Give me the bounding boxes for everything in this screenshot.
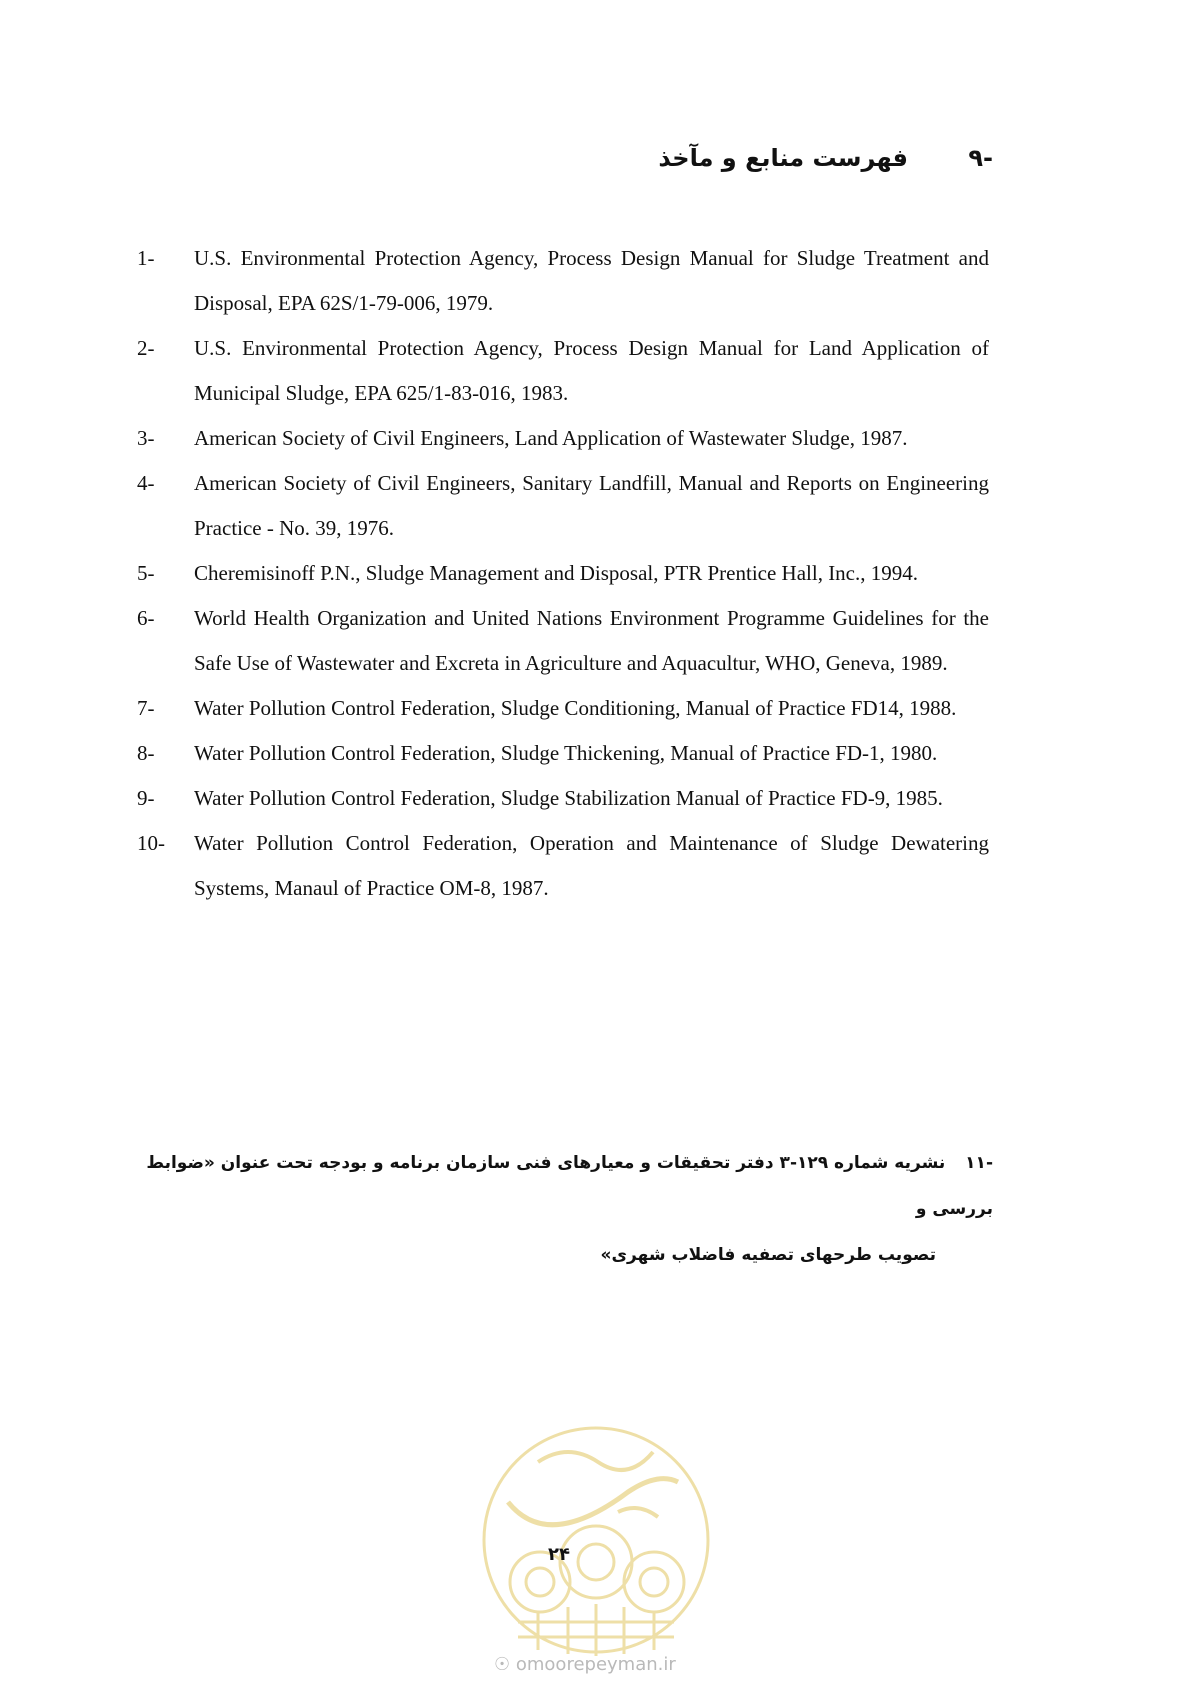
reference-text: World Health Organization and United Nations Environment Programme Guidelines for the Safe Use of Wastewater and Excreta in Agriculture and Aquacultur, WHO, Geneva, 1989. <box>194 606 989 675</box>
reference-text: Cheremisinoff P.N., Sludge Management and Disposal, PTR Prentice Hall, Inc., 1994. <box>194 561 919 585</box>
reference-list <box>137 236 989 911</box>
watermark-url <box>494 1654 676 1675</box>
persian-reference-number: -۱۱ <box>965 1153 993 1173</box>
reference-number: 8- <box>137 741 155 765</box>
reference-number: 4- <box>137 471 155 495</box>
reference-text: Water Pollution Control Federation, Sludge Conditioning, Manual of Practice FD14, 1988. <box>194 696 957 720</box>
persian-reference-line1 <box>133 1140 993 1232</box>
section-title: فهرست منابع و مآخذ <box>658 144 909 172</box>
persian-reference-line2: تصویب طرحهای تصفیه فاضلاب شهری» <box>600 1245 936 1265</box>
persian-reference <box>133 1140 993 1278</box>
persian-reference-text: نشریه شماره ۱۲۹-۳ دفتر تحقیقات و معیارهای فنی سازمان برنامه و بودجه تحت عنوان «ضوابط بررسی و <box>146 1153 993 1219</box>
reference-item <box>137 551 989 596</box>
reference-item <box>137 776 989 821</box>
reference-number: 5- <box>137 561 155 585</box>
reference-text: Water Pollution Control Federation, Sludge Thickening, Manual of Practice FD-1, 1980. <box>194 741 938 765</box>
globe-icon: ☉ <box>494 1654 511 1675</box>
watermark-url-text: omoorepeyman.ir <box>515 1654 676 1675</box>
reference-item <box>137 326 989 416</box>
reference-number: 1- <box>137 246 155 270</box>
reference-item <box>137 686 989 731</box>
reference-number: 6- <box>137 606 155 630</box>
reference-text: U.S. Environmental Protection Agency, Process Design Manual for Sludge Treatment and Disposal, EPA 62S/1-79-006, 1979. <box>194 246 989 315</box>
reference-number: 7- <box>137 696 155 720</box>
reference-item <box>137 821 989 911</box>
reference-text: U.S. Environmental Protection Agency, Process Design Manual for Land Application of Municipal Sludge, EPA 625/1-83-016, 1983. <box>194 336 989 405</box>
reference-number: 9- <box>137 786 155 810</box>
reference-number: 3- <box>137 426 155 450</box>
reference-item <box>137 731 989 776</box>
reference-text: Water Pollution Control Federation, Operation and Maintenance of Sludge Dewatering Systems, Manaul of Practice OM-8, 1987. <box>194 831 989 900</box>
reference-text: Water Pollution Control Federation, Sludge Stabilization Manual of Practice FD-9, 1985. <box>194 786 943 810</box>
reference-item <box>137 416 989 461</box>
reference-number: 2- <box>137 336 155 360</box>
reference-number: 10- <box>137 831 165 855</box>
reference-item <box>137 596 989 686</box>
page-number: ۲۴ <box>548 1544 570 1565</box>
section-heading <box>658 144 993 172</box>
reference-text: American Society of Civil Engineers, Sanitary Landfill, Manual and Reports on Engineering Practice - No. 39, 1976. <box>194 471 989 540</box>
reference-item <box>137 461 989 551</box>
reference-text: American Society of Civil Engineers, Land Application of Wastewater Sludge, 1987. <box>194 426 908 450</box>
watermark-logo <box>478 1422 714 1658</box>
reference-item <box>137 236 989 326</box>
section-number: -۹ <box>968 144 993 172</box>
